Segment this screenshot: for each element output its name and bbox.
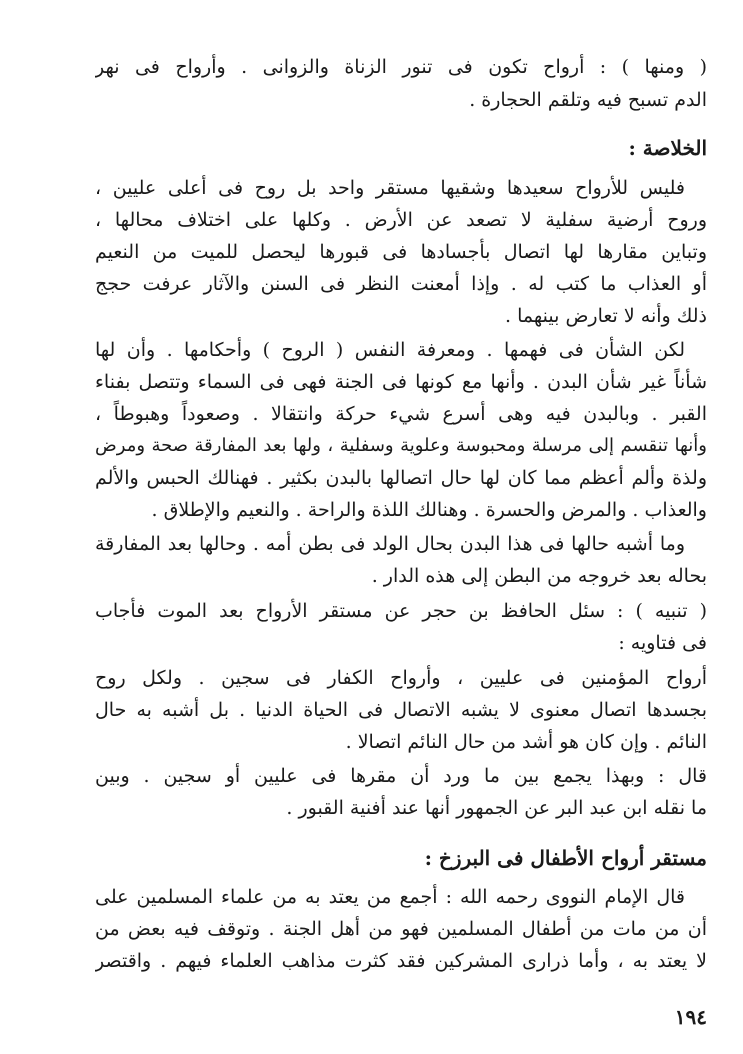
- text-line: فليس للأرواح سعيدها وشقيها مستقر واحد بل روح فى أعلى عليين ،: [95, 177, 685, 199]
- text-line: فى فتاويه :: [618, 632, 707, 654]
- text-line: بحاله بعد خروجه من البطن إلى هذه الدار .: [371, 565, 707, 587]
- text-line: ( ومنها ) : أرواح تكون فى تنور الزناة والزوانى . وأرواح فى نهر: [95, 56, 707, 78]
- text-line: النائم . وإن كان هو أشد من حال النائم اتصالا .: [345, 731, 707, 753]
- book-page: [95, 40, 707, 1040]
- text-line: والعذاب . والمرض والحسرة . وهنالك اللذة والراحة . والنعيم والإطلاق .: [151, 499, 707, 521]
- page-number: ١٩٤: [674, 1005, 707, 1029]
- section-heading-summary: الخلاصة :: [628, 136, 707, 160]
- text-line: قال : وبهذا يجمع بين ما ورد أن مقرها فى عليين أو سجين . وبين: [95, 765, 707, 787]
- text-line: قال الإمام النووى رحمه الله : أجمع من يعتد به من علماء المسلمين على: [95, 886, 685, 908]
- text-line: وما أشبه حالها فى هذا البدن بحال الولد فى بطن أمه . وحالها بعد المفارقة: [95, 533, 685, 555]
- text-line: وتباين مقارها لها اتصال بأجسادها فى قبورها ليحصل للميت من النعيم: [95, 241, 707, 263]
- text-line: وروح أرضية سفلية لا تصعد عن الأرض . وكلها على اختلاف محالها ،: [95, 209, 707, 231]
- text-line: ( تنبيه ) : سئل الحافظ بن حجر عن مستقر الأرواح بعد الموت فأجاب: [95, 600, 707, 622]
- section-heading-children: مستقر أرواح الأطفال فى البرزخ :: [424, 846, 707, 870]
- text-line: بجسدها اتصال معنوى لا يشبه الاتصال فى الحياة الدنيا . بل أشبه به حال: [95, 699, 707, 721]
- text-line: أن من مات من أطفال المسلمين فهو من أهل الجنة . وتوقف فيه بعض من: [95, 918, 707, 940]
- text-line: لا يعتد به ، وأما ذرارى المشركين فقد كثرت مذاهب العلماء فيهم . واقتصر: [95, 950, 707, 972]
- text-line: شأناً غير شأن البدن . وأنها مع كونها فى الجنة فهى فى السماء وتتصل بفناء: [95, 371, 707, 393]
- text-line: وأنها تنقسم إلى مرسلة ومحبوسة وعلوية وسفلية ، ولها بعد المفارقة صحة ومرض: [95, 435, 707, 456]
- text-line: ذلك وأنه لا تعارض بينهما .: [505, 305, 707, 327]
- text-line: الدم تسبح فيه وتلقم الحجارة .: [469, 89, 707, 111]
- text-line: أرواح المؤمنين فى عليين ، وأرواح الكفار فى سجين . ولكل روح: [95, 667, 707, 689]
- text-line: القبر . وبالبدن فيه وهى أسرع شيء حركة وانتقالا . وصعوداً وهبوطاً ،: [95, 403, 707, 425]
- text-line: ولذة وألم أعظم مما كان لها حال اتصالها بالبدن بكثير . فهنالك الحبس والألم: [95, 467, 707, 489]
- text-line: ما نقله ابن عبد البر عن الجمهور أنها عند أفنية القبور .: [286, 797, 707, 819]
- text-line: لكن الشأن فى فهمها . ومعرفة النفس ( الروح ) وأحكامها . وأن لها: [95, 339, 685, 361]
- text-line: أو العذاب ما كتب له . وإذا أمعنت النظر فى السنن والآثار عرفت حجج: [95, 273, 707, 295]
